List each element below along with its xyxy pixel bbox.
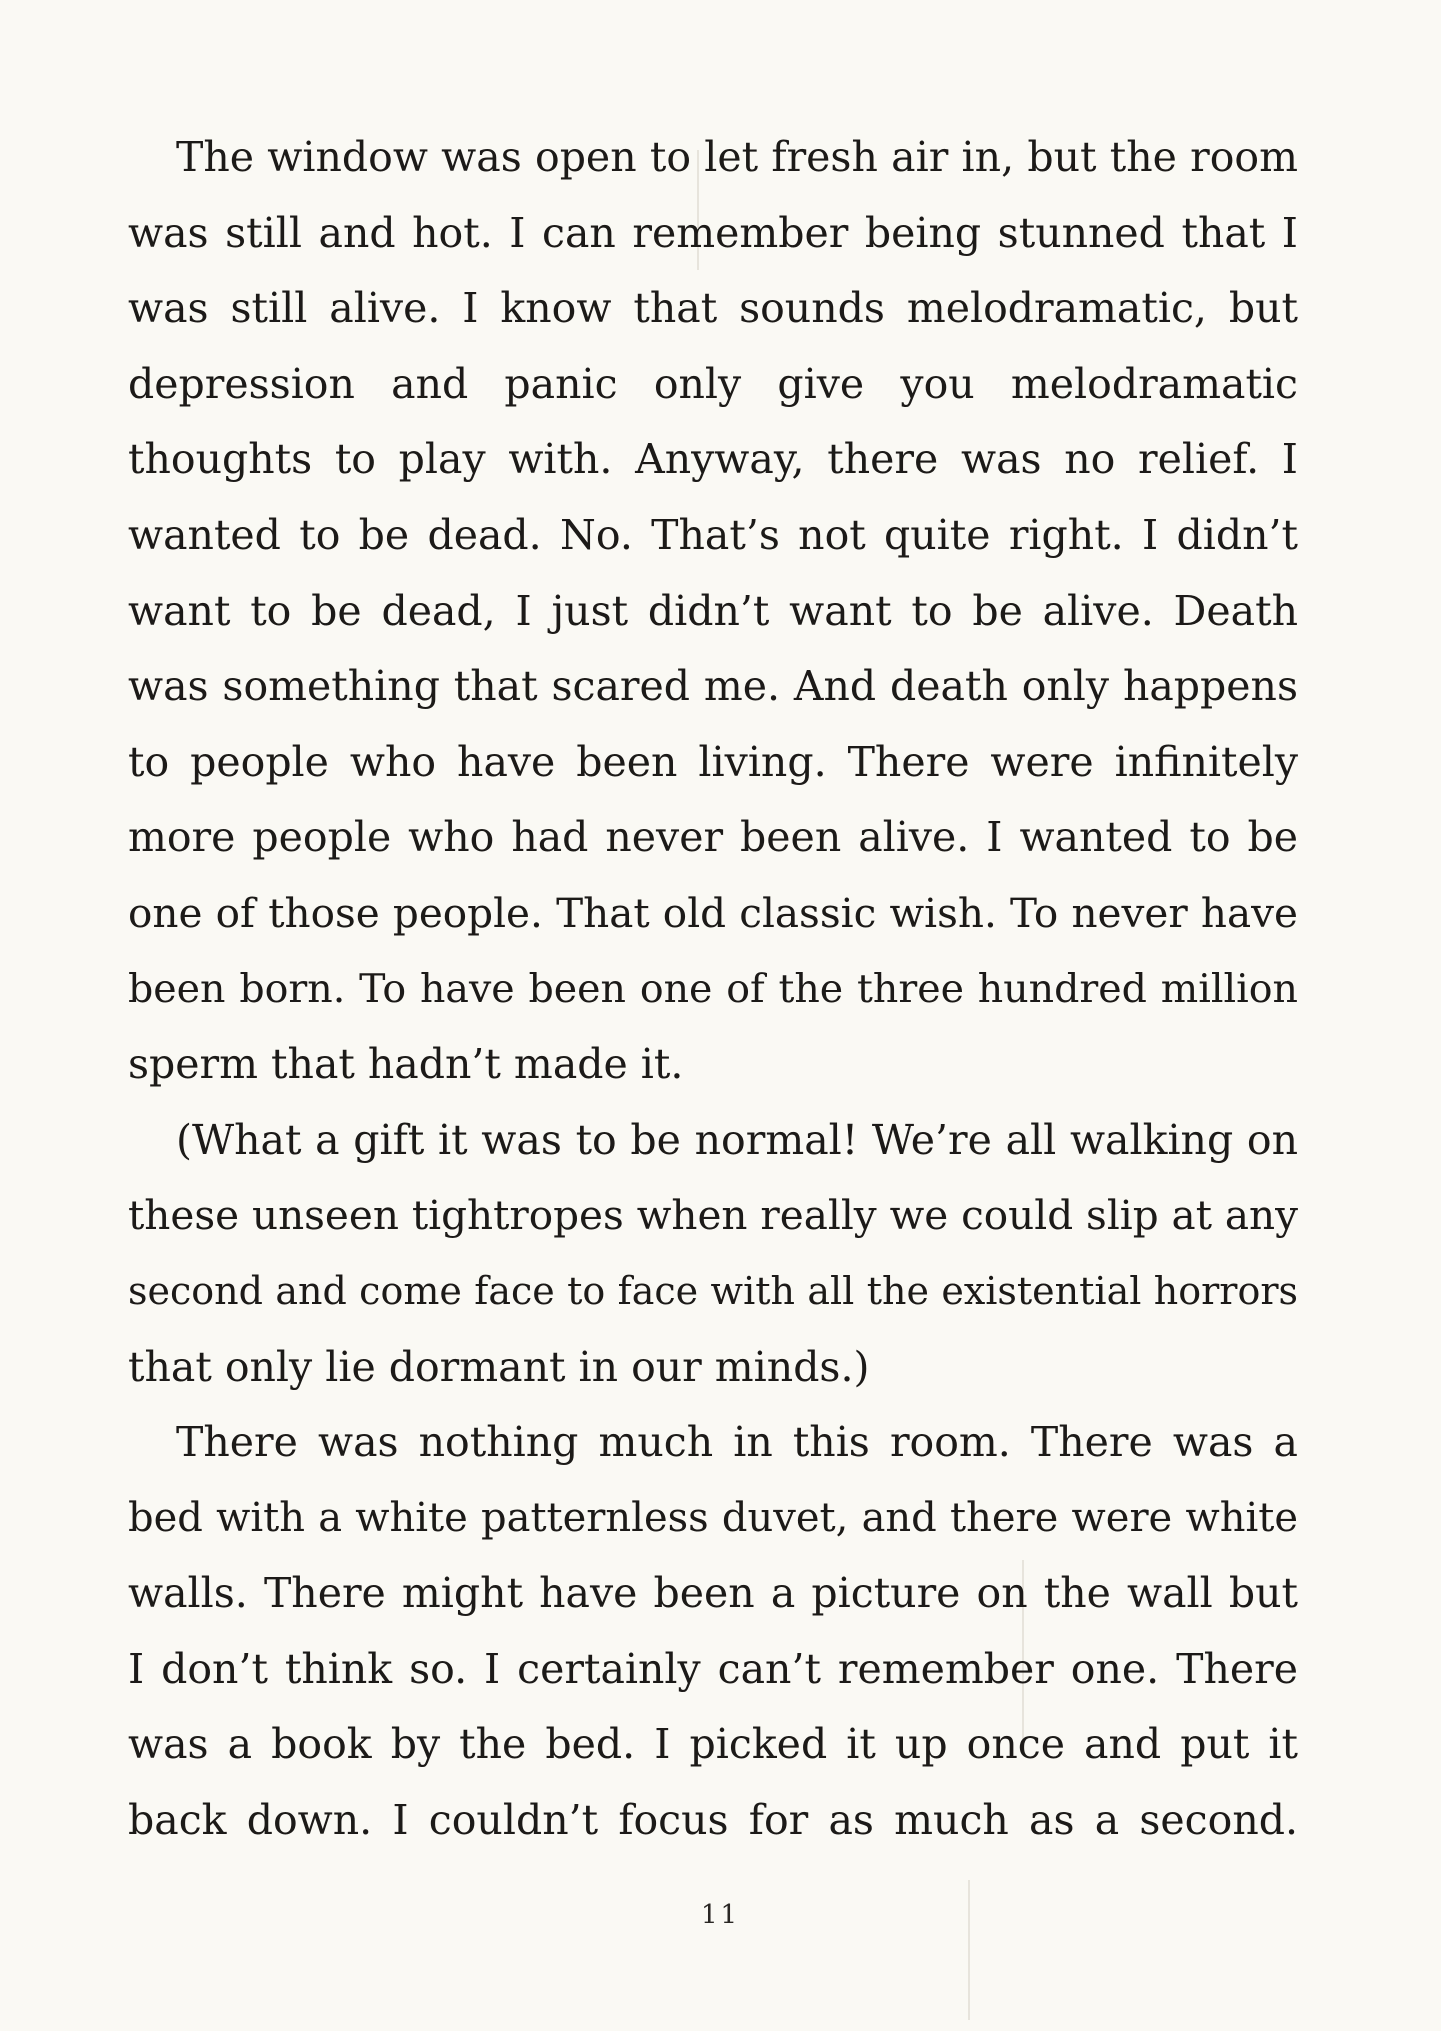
- text-line: wanted to be dead. No. That’s not quite right. I didn’t: [128, 510, 1298, 559]
- text-line: I don’t think so. I certainly can’t remember one. There: [128, 1644, 1298, 1693]
- text-line: one of those people. That old classic wish. To never have: [128, 888, 1298, 937]
- text-line: thoughts to play with. Anyway, there was no relief. I: [128, 435, 1298, 484]
- text-line: want to be dead, I just didn’t want to be alive. Death: [128, 586, 1298, 635]
- text-line: depression and panic only give you melodramatic: [128, 359, 1298, 408]
- text-line: was still alive. I know that sounds melodramatic, but: [128, 284, 1298, 333]
- text-line: more people who had never been alive. I wanted to be: [128, 813, 1298, 862]
- page-number: 11: [700, 1900, 741, 1930]
- text-line: was still and hot. I can remember being stunned that I: [128, 208, 1298, 257]
- text-line: been born. To have been one of the three hundred million: [128, 965, 1298, 1012]
- text-line: sperm that hadn’t made it.: [128, 1040, 684, 1089]
- text-line: that only lie dormant in our minds.): [128, 1342, 870, 1391]
- text-line: There was nothing much in this room. There was a: [176, 1418, 1298, 1467]
- text-line: The window was open to let fresh air in, but the room: [176, 133, 1298, 181]
- body-text: [128, 120, 1298, 1859]
- text-line: was a book by the bed. I picked it up once and put it: [128, 1720, 1298, 1769]
- text-line: bed with a white patternless duvet, and there were white: [128, 1494, 1298, 1541]
- text-line: was something that scared me. And death only happens: [128, 662, 1298, 711]
- text-line: (What a gift it was to be normal! We’re all walking on: [176, 1115, 1298, 1164]
- text-line: second and come face to face with all the existential horrors: [128, 1268, 1298, 1313]
- text-line: to people who have been living. There were infinitely: [128, 737, 1298, 786]
- text-line: walls. There might have been a picture on the wall but: [128, 1569, 1298, 1618]
- text-line: these unseen tightropes when really we could slip at any: [128, 1191, 1298, 1240]
- text-line: back down. I couldn’t focus for as much as a second.: [128, 1796, 1298, 1845]
